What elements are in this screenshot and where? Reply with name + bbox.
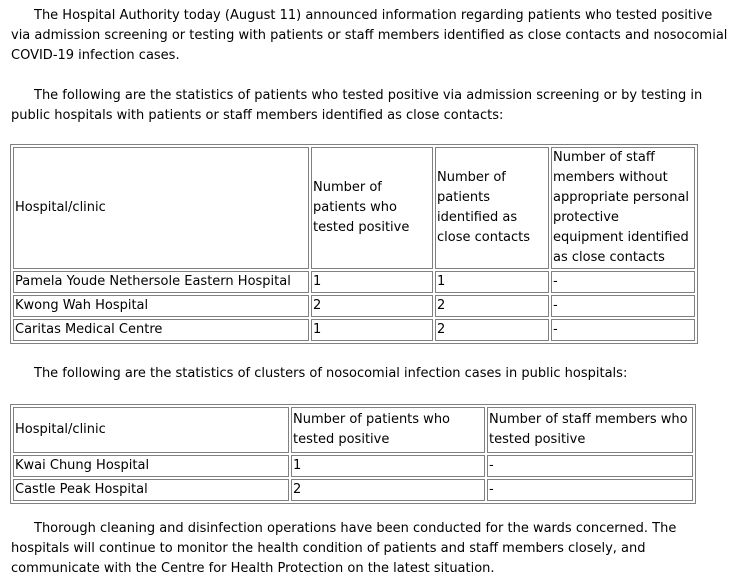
table-row (13, 319, 695, 341)
hospital-name: Castle Peak Hospital (13, 479, 289, 501)
header-patients-positive: Number of patients who tested positive (311, 147, 433, 269)
hospital-name: Pamela Youde Nethersole Eastern Hospital (13, 271, 309, 293)
patients-positive: 2 (291, 479, 485, 501)
header-patients-close-contacts: Number of patients identified as close contacts (435, 147, 549, 269)
hospital-name: Kwai Chung Hospital (13, 455, 289, 477)
table-row (13, 295, 695, 317)
header-patients-positive: Number of patients who tested positive (291, 407, 485, 453)
table-row (13, 455, 693, 477)
nosocomial-clusters-table (10, 404, 696, 504)
clusters-intro-paragraph: The following are the statistics of clusters of nosocomial infection cases in public hospitals: (34, 366, 628, 381)
staff-positive: - (487, 479, 693, 501)
table-header-row (13, 147, 695, 269)
closing-paragraph: Thorough cleaning and disinfection operations have been conducted for the wards concerned. The hospitals will continue to monitor the health condition of patients and staff members closely, and communicate with the Centre for Health Protection on the latest situation. (11, 521, 677, 576)
table-header-row (13, 407, 693, 453)
patients-positive: 1 (311, 319, 433, 341)
contacts-intro-paragraph: The following are the statistics of patients who tested positive via admission screening or by testing in public hospitals with patients or staff members identified as close contacts: (11, 88, 703, 123)
hospital-name: Caritas Medical Centre (13, 319, 309, 341)
patients-positive: 2 (311, 295, 433, 317)
hospital-name: Kwong Wah Hospital (13, 295, 309, 317)
patients-positive: 1 (311, 271, 433, 293)
patients-close-contacts: 2 (435, 319, 549, 341)
header-hospital: Hospital/clinic (13, 407, 289, 453)
close-contacts-table (10, 144, 698, 344)
patients-close-contacts: 1 (435, 271, 549, 293)
staff-close-contacts: - (551, 295, 695, 317)
table-row (13, 271, 695, 293)
staff-positive: - (487, 455, 693, 477)
header-staff-close-contacts: Number of staff members without appropriate personal protective equipment identified as close contacts (551, 147, 695, 269)
staff-close-contacts: - (551, 271, 695, 293)
table-row (13, 479, 693, 501)
patients-positive: 1 (291, 455, 485, 477)
staff-close-contacts: - (551, 319, 695, 341)
intro-paragraph: The Hospital Authority today (August 11) announced information regarding patients who tested positive via admission screening or testing with patients or staff members identified as close contacts and nosocomial COVID-19 infection cases. (11, 8, 728, 63)
header-hospital: Hospital/clinic (13, 147, 309, 269)
patients-close-contacts: 2 (435, 295, 549, 317)
header-staff-positive: Number of staff members who tested positive (487, 407, 693, 453)
